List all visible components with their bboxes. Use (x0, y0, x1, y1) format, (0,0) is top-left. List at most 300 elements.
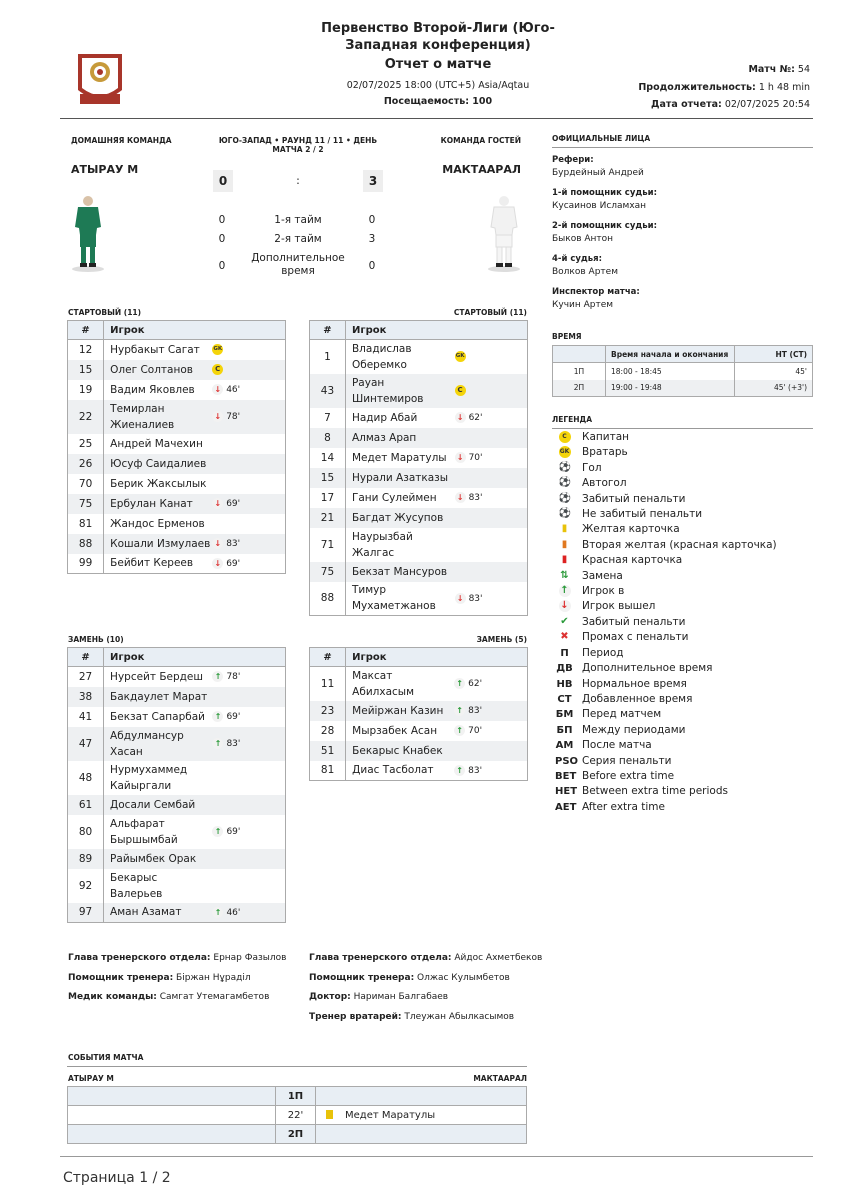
player-row (68, 869, 286, 903)
player-number: 88 (68, 534, 104, 554)
substitution-minute: 69' (226, 712, 241, 722)
player-row (310, 701, 528, 721)
col-number: # (68, 321, 104, 340)
player-events (212, 380, 285, 400)
player-name: Нурмухаммед Кайыргали (110, 763, 188, 792)
player-number: 41 (68, 707, 104, 727)
extra-time-home: 0 (218, 260, 226, 272)
legend-item: ⚽ Гол (558, 461, 602, 474)
legend-abbr: PSO Серия пенальти (555, 754, 672, 767)
legend-item: ✔ Забитый пенальти (560, 615, 686, 628)
player-row (68, 849, 286, 869)
player-out-icon: ↓ (212, 498, 223, 509)
match-number: Матч №: 54 (748, 64, 810, 75)
staff-member: Медик команды: Самгат Утемагамбетов (68, 992, 270, 1003)
legend-abbr: AET After extra time (555, 800, 665, 813)
col-number: # (310, 321, 346, 340)
player-name: Темирлан Жиеналиев (104, 400, 213, 434)
time-period: 1П (553, 363, 606, 380)
player-name: Наурызбай Жалгас (351, 530, 413, 559)
half1-label: 1-я тайм (274, 214, 322, 226)
yellow-card-icon (326, 1110, 333, 1119)
substitution-minute: 69' (226, 827, 241, 837)
half2-label: 2-я тайм (274, 233, 322, 245)
player-number: 88 (310, 582, 346, 616)
officials-list (552, 154, 657, 319)
header-divider (60, 118, 813, 119)
player-row (310, 408, 528, 428)
player-name: Бекзат Сапарбай (110, 710, 205, 723)
player-name: Багдат Жусупов (345, 508, 454, 528)
player-name: Гани Сулеймен (351, 491, 437, 504)
player-in-icon: ↑ (560, 585, 569, 597)
substitution-minute: 83' (468, 706, 483, 716)
legend-abbr: БМ Перед матчем (555, 708, 662, 721)
legend-item: ⇅ Замена (560, 569, 623, 582)
player-name: Андрей Мачехин (110, 437, 203, 450)
player-name: Надир Абай (351, 411, 418, 424)
official: 4-й судья: Волков Артем (552, 254, 618, 277)
player-name: Нурбакыт Сагат (110, 343, 200, 356)
time-table (552, 345, 813, 397)
player-number: 43 (310, 374, 346, 408)
player-in-icon: ↑ (454, 678, 465, 689)
home-kit-icon (70, 193, 106, 276)
player-row (310, 488, 528, 508)
substitution-minute: 62' (468, 413, 483, 423)
player-name: Мейіржан Казин (346, 701, 454, 721)
legend-item: ↓ Игрок вышел (560, 600, 656, 613)
home-subs-table (67, 647, 286, 923)
player-number: 27 (68, 667, 104, 687)
player-number: 23 (310, 701, 346, 721)
legend-abbr: БП Между периодами (556, 723, 686, 736)
player-name: Берик Жаксылык (110, 477, 207, 490)
player-number: 17 (310, 488, 346, 508)
events-title: СОБЫТИЯ МАТЧА (68, 1053, 144, 1062)
penalty-missed-icon: ⚽ (558, 508, 571, 520)
player-name: Владислав Оберемко (351, 342, 412, 371)
substitution-minute: 78' (226, 412, 241, 422)
player-name: Нурали Азатказы (345, 468, 454, 488)
legend-item: ▮ Желтая карточка (555, 522, 777, 537)
player-out-icon: ↓ (560, 600, 569, 612)
away-team-label: КОМАНДА ГОСТЕЙ (440, 136, 521, 145)
player-out-icon: ↓ (455, 412, 466, 423)
player-events (455, 448, 528, 468)
col-number: # (310, 648, 346, 667)
substitution-minute: 70' (468, 453, 483, 463)
player-row (310, 428, 528, 448)
half1-away: 0 (368, 214, 376, 226)
player-number: 22 (68, 400, 104, 434)
player-out-icon: ↓ (212, 558, 223, 569)
events-divider (67, 1066, 527, 1067)
player-out-icon: ↓ (455, 492, 466, 503)
home-score: 0 (213, 170, 233, 192)
player-events (454, 701, 527, 721)
home-team-label: ДОМАШНЯЯ КОМАНДА (71, 136, 172, 145)
player-events (455, 562, 528, 582)
player-row (310, 741, 528, 761)
away-subs-table (309, 647, 528, 781)
penalty-scored-icon: ⚽ (558, 492, 571, 504)
player-row (68, 667, 286, 687)
player-name: Мырзабек Асан (352, 724, 438, 737)
player-number: 75 (310, 562, 346, 582)
player-events (455, 468, 528, 488)
player-events (212, 727, 285, 761)
substitution-minute: 83' (226, 739, 241, 749)
player-events (212, 554, 285, 574)
player-number: 12 (68, 340, 104, 360)
player-number: 25 (68, 434, 104, 454)
staff-member: Помощник тренера: Біржан Нұраділ (68, 972, 251, 983)
col-player: Игрок (104, 648, 286, 667)
substitution-minute: 70' (468, 726, 483, 736)
substitution-minute: 69' (226, 499, 241, 509)
report-subtitle: Отчет о матче (384, 57, 492, 72)
player-events (212, 514, 285, 534)
player-events (212, 869, 285, 903)
extra-time-away: 0 (368, 260, 376, 272)
player-row (310, 582, 528, 616)
legend-item: ⚽ Автогол (558, 477, 627, 490)
player-events (455, 488, 528, 508)
check-icon: ✔ (560, 615, 569, 627)
player-number: 38 (68, 687, 104, 707)
captain-icon: C (559, 431, 571, 443)
player-name: Максат Абилхасым (352, 669, 414, 698)
legend-abbr: П Период (560, 646, 624, 659)
legend-item: C Капитан (555, 430, 777, 445)
player-row (68, 494, 286, 514)
player-number: 61 (68, 795, 104, 815)
player-events (212, 360, 285, 380)
goalkeeper-icon: GK (455, 351, 466, 362)
player-name: Ербулан Канат (104, 494, 213, 514)
staff-member: Тренер вратарей: Тлеужан Абылкасымов (309, 1012, 515, 1023)
col-number: # (68, 648, 104, 667)
substitution-minute: 83' (468, 593, 483, 604)
player-name: Жандос Ерменов (110, 517, 205, 530)
event-minute: 22' (276, 1106, 316, 1125)
away-staff (309, 952, 542, 1031)
player-name: Досали Сембай (104, 795, 213, 815)
player-events (212, 849, 285, 869)
extra-time-label: Дополнительное время (251, 252, 345, 277)
player-number: 14 (310, 448, 346, 468)
player-row (68, 514, 286, 534)
time-col-ht: HT (CT) (735, 346, 813, 363)
player-in-icon: ↑ (454, 705, 465, 716)
player-row (310, 340, 528, 374)
player-row (68, 903, 286, 923)
time-col-period (553, 346, 606, 363)
player-number: 81 (310, 761, 346, 781)
player-number: 70 (68, 474, 104, 494)
player-name: Рауан Шинтемиров (345, 374, 454, 408)
player-name: Диас Тасболат (352, 764, 434, 777)
player-number: 26 (68, 454, 104, 474)
score-separator: : (296, 174, 300, 187)
player-events (212, 494, 285, 514)
player-events (212, 534, 285, 554)
player-row (68, 534, 286, 554)
player-number: 89 (68, 849, 104, 869)
page-number: Страница 1 / 2 (63, 1170, 171, 1186)
substitution-minute: 83' (468, 493, 483, 503)
player-number: 75 (68, 494, 104, 514)
player-name: Абдулмансур Хасан (104, 727, 213, 761)
substitution-minute: 62' (468, 679, 483, 690)
player-events (212, 454, 285, 474)
player-events (455, 408, 528, 428)
substitution-minute: 46' (226, 907, 241, 918)
player-name: Райымбек Орак (104, 849, 213, 869)
report-date: Дата отчета: 02/07/2025 20:54 (651, 99, 810, 110)
player-number: 71 (310, 528, 346, 562)
officials-divider (552, 147, 813, 148)
attendance: Посещаемость: 100 (383, 96, 493, 107)
player-row (310, 468, 528, 488)
player-row (68, 815, 286, 849)
player-in-icon: ↑ (212, 738, 223, 749)
ball-icon: ⚽ (558, 461, 571, 473)
player-row (68, 380, 286, 400)
player-number: 7 (310, 408, 346, 428)
player-in-icon: ↑ (454, 725, 465, 736)
events-away-team: МАКТААРАЛ (473, 1074, 527, 1083)
time-period: 2П (553, 380, 606, 397)
player-name: Бекарыс Валерьев (110, 871, 163, 900)
player-row (68, 727, 286, 761)
player-row (310, 761, 528, 781)
player-row (310, 562, 528, 582)
legend-item: ↑ Игрок в (560, 585, 625, 598)
legend-divider (552, 428, 813, 429)
player-name: Вадим Яковлев (110, 383, 195, 396)
player-row (68, 554, 286, 574)
player-number: 28 (310, 721, 346, 741)
player-events (212, 687, 285, 707)
player-out-icon: ↓ (455, 452, 466, 463)
player-name: Тимур Мухаметжанов (351, 584, 436, 613)
player-in-icon: ↑ (212, 671, 223, 682)
half1-home: 0 (218, 214, 226, 226)
official: 1-й помощник судьи: Кусаинов Исламхан (552, 188, 657, 211)
player-number: 21 (310, 508, 346, 528)
match-datetime: 02/07/2025 18:00 (UTC+5) Asia/Aqtau (346, 80, 530, 91)
player-events (455, 528, 528, 562)
time-col-range: Время начала и окончания (606, 346, 735, 363)
player-row (310, 374, 528, 408)
player-events (455, 582, 528, 616)
player-out-icon: ↓ (212, 384, 223, 395)
home-staff (68, 952, 286, 1011)
report-title: Первенство Второй-Лиги (Юго-Западная конференция) (321, 21, 555, 53)
captain-icon: C (455, 385, 466, 396)
player-number: 1 (310, 340, 346, 374)
official: 2-й помощник судьи: Быков Антон (552, 221, 657, 244)
col-player: Игрок (104, 321, 286, 340)
player-number: 97 (68, 903, 104, 923)
player-number: 47 (68, 727, 104, 761)
goalkeeper-icon: GK (212, 344, 223, 355)
player-row (310, 721, 528, 741)
player-events (455, 428, 528, 448)
legend-abbr: СТ Добавленное время (557, 692, 693, 705)
league-logo (74, 50, 126, 108)
player-events (212, 340, 285, 360)
substitution-minute: 46' (226, 385, 241, 395)
player-events (212, 707, 285, 727)
player-name: Аман Азамат (104, 903, 213, 923)
staff-member: Глава тренерского отдела: Айдос Ахметбеков (309, 953, 543, 963)
player-row (68, 761, 286, 795)
legend-abbr: АМ После матча (555, 739, 652, 752)
player-out-icon: ↓ (212, 538, 223, 549)
substitution-minute: 83' (468, 765, 483, 776)
staff-member: Доктор: Нариман Балгабаев (309, 992, 449, 1003)
col-player: Игрок (345, 321, 527, 340)
player-events (454, 667, 527, 701)
away-team-name: МАКТААРАЛ (442, 163, 521, 176)
player-row (68, 400, 286, 434)
player-name: Бейбит Кереев (110, 557, 194, 570)
player-number: 8 (310, 428, 346, 448)
period-1-header: 1П (276, 1087, 316, 1106)
player-name: Кошали Измулаев (104, 534, 213, 554)
away-starting-label: СТАРТОВЫЙ (11) (453, 308, 527, 317)
staff-member: Глава тренерского отдела: Ернар Фазылов (68, 953, 287, 963)
player-events (212, 400, 285, 434)
second-yellow-icon: ▮ (561, 538, 568, 550)
half2-away: 3 (368, 233, 376, 245)
player-row (68, 340, 286, 360)
player-number: 11 (310, 667, 346, 701)
player-number: 19 (68, 380, 104, 400)
player-row (310, 667, 528, 701)
player-row (68, 795, 286, 815)
col-player: Игрок (346, 648, 528, 667)
legend-item: ▮ Красная карточка (555, 553, 777, 568)
player-number: 15 (68, 360, 104, 380)
legend-list (555, 430, 777, 815)
time-range: 18:00 - 18:45 (606, 363, 735, 380)
red-card-icon: ▮ (561, 554, 568, 566)
player-in-icon: ↑ (212, 711, 223, 722)
player-row (310, 448, 528, 468)
event-player: Медет Маратулы (316, 1106, 527, 1125)
player-events (212, 667, 285, 687)
away-kit-icon (486, 193, 522, 276)
yellow-card-icon: ▮ (561, 523, 568, 535)
away-subs-label: ЗАМЕНЬ (5) (476, 635, 527, 644)
player-events (454, 721, 527, 741)
player-events (212, 434, 285, 454)
player-name: Нурсейт Бердеш (110, 670, 203, 683)
player-row (68, 360, 286, 380)
own-goal-icon: ⚽ (558, 477, 571, 489)
player-out-icon: ↓ (212, 411, 223, 422)
legend-item: ✖ Промах с пенальти (560, 631, 689, 644)
substitution-minute: 83' (226, 539, 241, 549)
match-duration: Продолжительность: 1 h 48 min (638, 82, 810, 93)
events-home-team: АТЫРАУ М (68, 1074, 114, 1083)
player-name: Юсуф Саидалиев (104, 454, 213, 474)
official: Рефери: Бурдейный Андрей (552, 155, 644, 178)
time-range: 19:00 - 19:48 (606, 380, 735, 397)
legend-abbr: ДВ Дополнительное время (556, 662, 713, 675)
player-name: Бакдаулет Марат (104, 687, 213, 707)
half2-home: 0 (218, 233, 226, 245)
player-row (310, 508, 528, 528)
player-events (455, 340, 528, 374)
officials-title: ОФИЦИАЛЬНЫЕ ЛИЦА (552, 134, 651, 143)
home-starting-label: СТАРТОВЫЙ (11) (68, 308, 142, 317)
player-row (310, 528, 528, 562)
player-events (454, 761, 527, 781)
player-events (212, 761, 285, 795)
player-number: 99 (68, 554, 104, 574)
away-starting-table (309, 320, 528, 616)
player-number: 48 (68, 761, 104, 795)
player-number: 92 (68, 869, 104, 903)
home-subs-label: ЗАМЕНЬ (10) (68, 635, 124, 644)
legend-abbr: НВ Нормальное время (556, 677, 687, 690)
player-out-icon: ↓ (455, 593, 466, 604)
substitution-minute: 69' (226, 558, 241, 569)
player-events (455, 508, 528, 528)
home-team-name: АТЫРАУ М (71, 163, 139, 176)
player-row (68, 474, 286, 494)
legend-title: ЛЕГЕНДА (552, 415, 593, 424)
legend-item: ⚽ Не забитый пенальти (558, 508, 703, 521)
substitution-icon: ⇅ (560, 569, 569, 581)
player-name: Алмаз Арап (345, 428, 454, 448)
events-table (67, 1086, 527, 1144)
legend-abbr: BET Before extra time (555, 769, 675, 782)
round-info: ЮГО-ЗАПАД • РАУНД 11 / 11 • ДЕНЬ МАТЧА 2 / 2 (218, 136, 378, 154)
player-events (212, 903, 285, 923)
player-in-icon: ↑ (212, 907, 223, 918)
player-name: Бекзат Мансуров (345, 562, 454, 582)
player-in-icon: ↑ (212, 826, 223, 837)
period-2-header: 2П (276, 1125, 316, 1144)
captain-icon: C (212, 364, 223, 375)
legend-abbr: HET Between extra time periods (555, 785, 728, 798)
official: Инспектор матча: Кучин Артем (552, 287, 640, 310)
player-in-icon: ↑ (454, 765, 465, 776)
legend-item: GK Вратарь (559, 446, 628, 459)
time-ht: 45' (795, 366, 807, 376)
player-row (68, 687, 286, 707)
player-events (212, 815, 285, 849)
player-name: Альфарат Быршымбай (110, 817, 178, 846)
player-row (68, 454, 286, 474)
player-name: Олег Солтанов (104, 360, 213, 380)
player-number: 51 (310, 741, 346, 761)
legend-item: ▮ Вторая желтая (красная карточка) (555, 538, 777, 553)
goalkeeper-icon: GK (559, 446, 571, 458)
player-number: 80 (68, 815, 104, 849)
staff-member: Помощник тренера: Олжас Кулымбетов (309, 972, 510, 983)
away-score: 3 (363, 170, 383, 192)
footer-divider (60, 1156, 813, 1157)
home-starting-table (67, 320, 286, 574)
cross-icon: ✖ (560, 631, 569, 643)
